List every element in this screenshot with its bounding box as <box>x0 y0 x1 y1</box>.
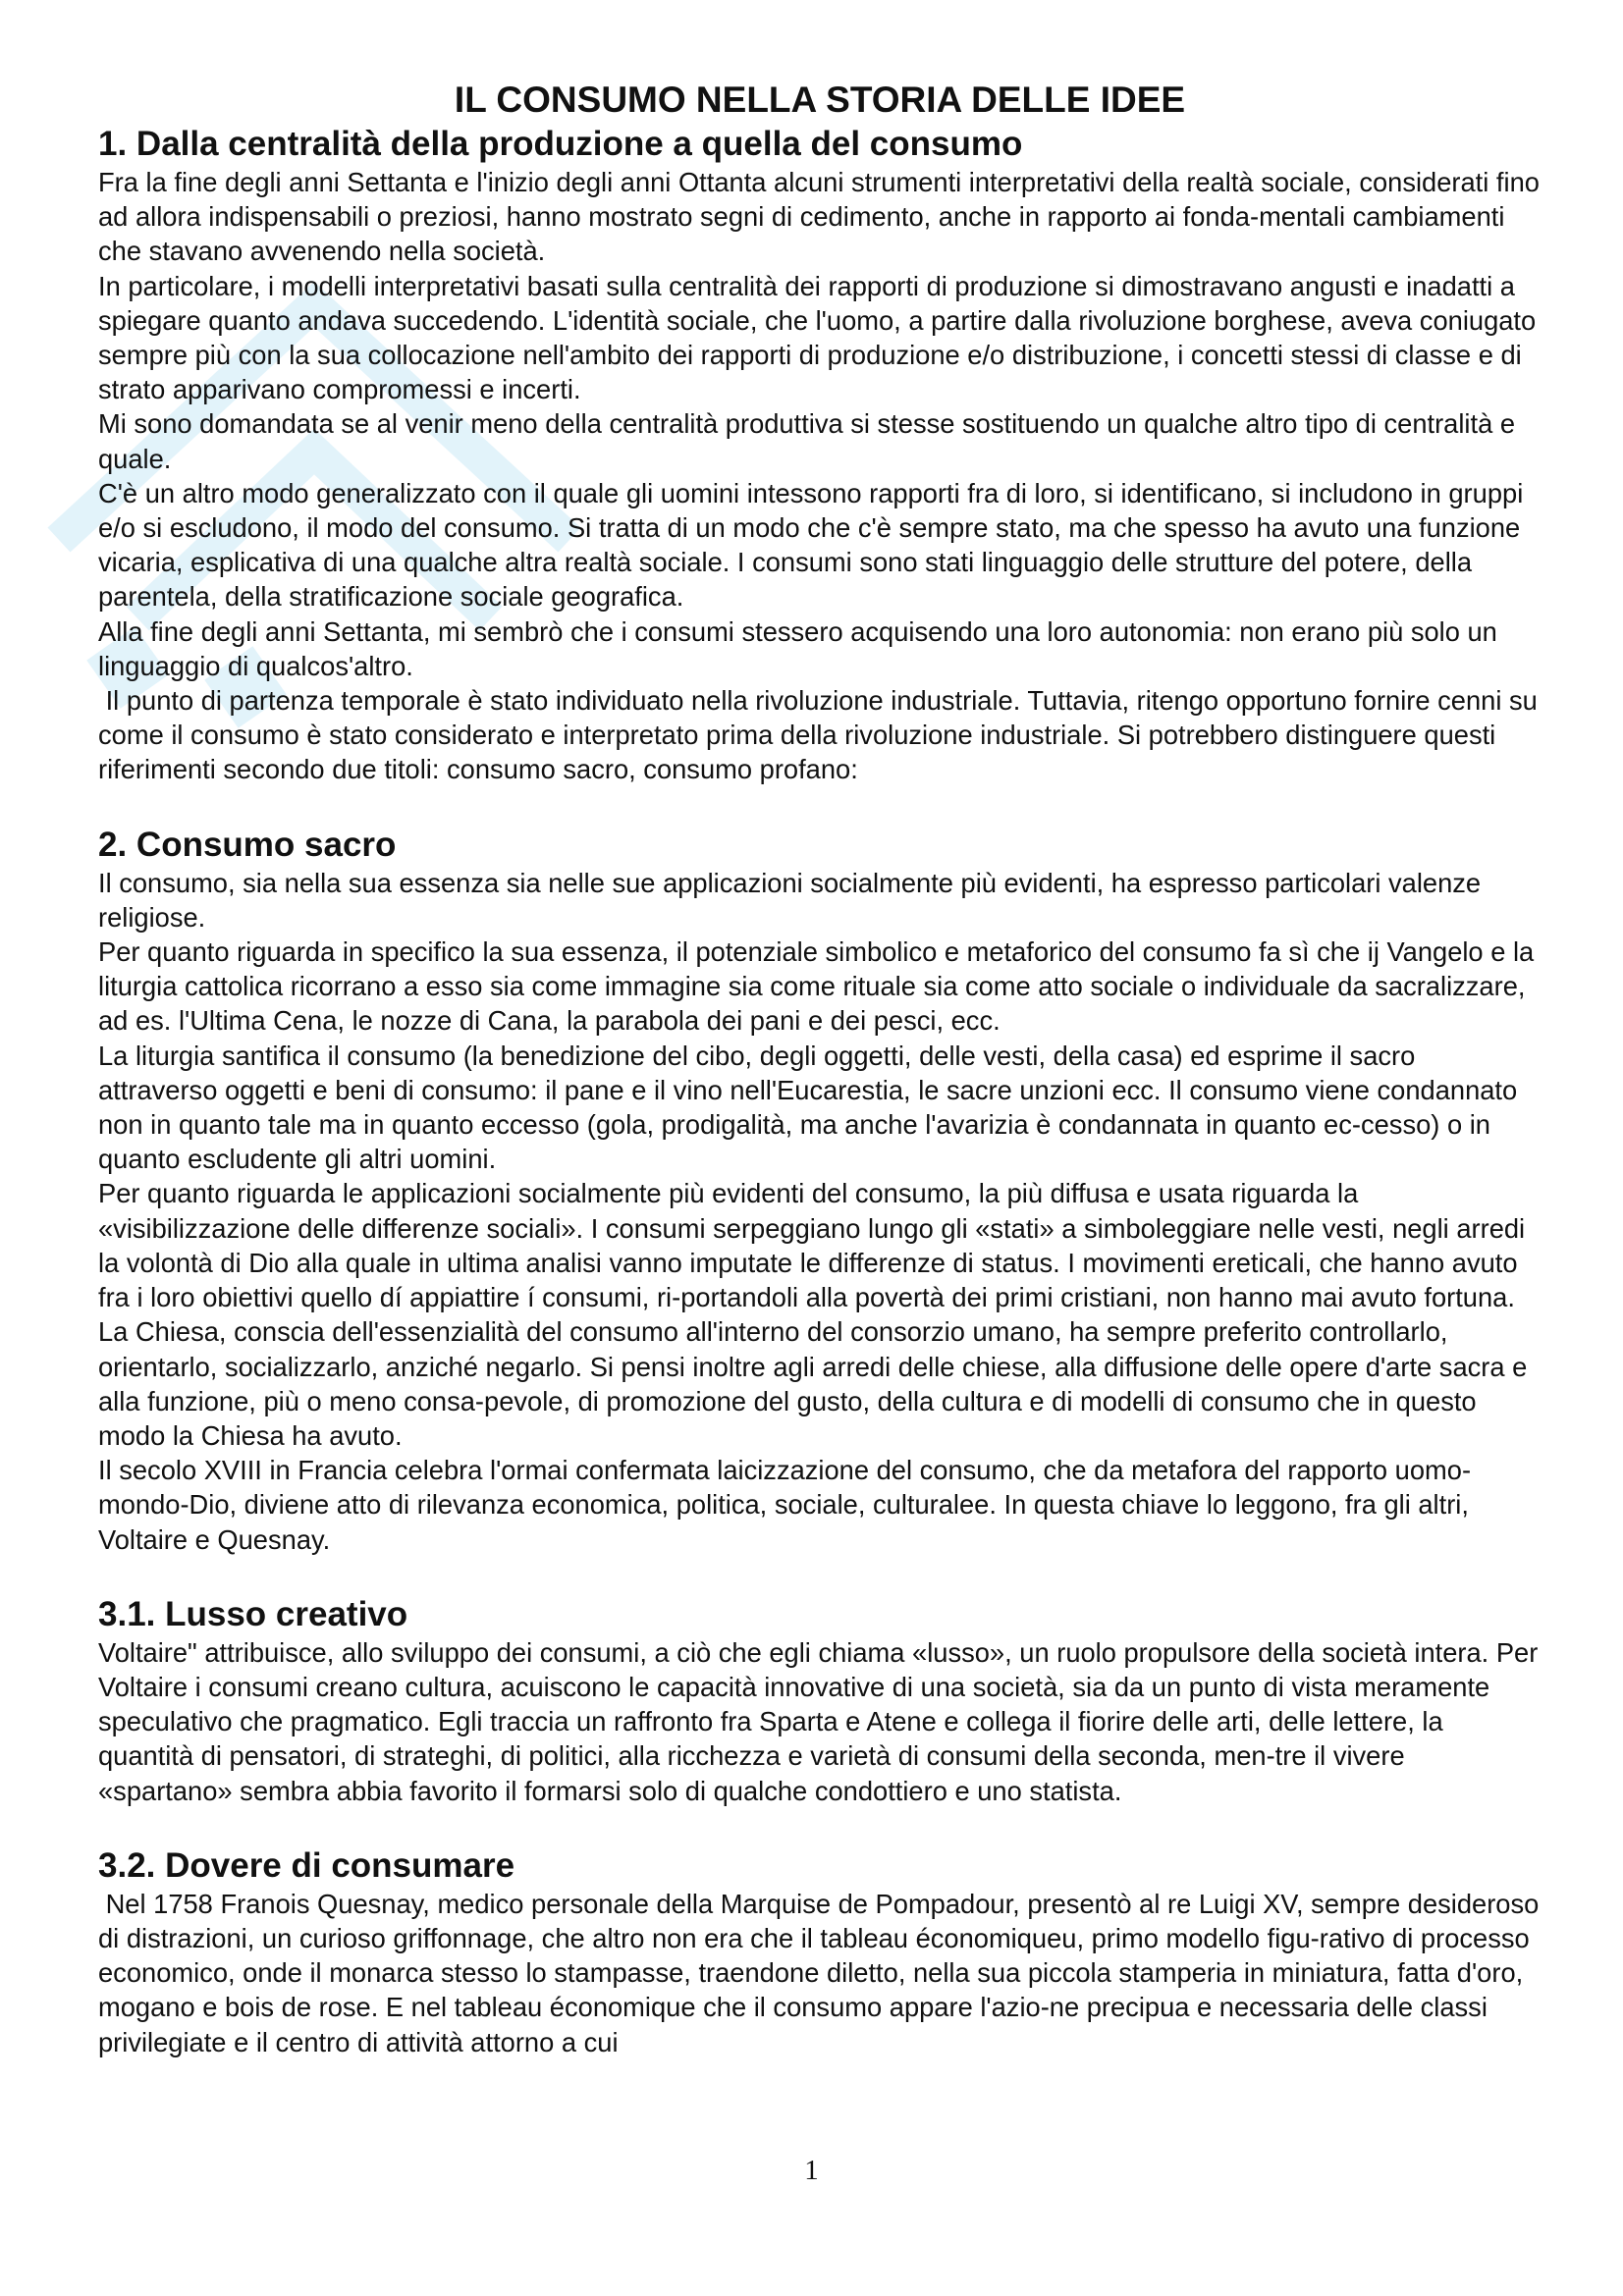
paragraph: Mi sono domandata se al venir meno della centralità produttiva si stesse sostituendo un qualche altro tipo di centralità e quale. <box>98 408 1523 474</box>
paragraph: Fra la fine degli anni Settanta e l'inizio degli anni Ottanta alcuni strumenti interpretativi della realtà sociale, considerati fino ad allora indispensabili o preziosi, hanno mostrato segni di cedimento, anche in rapporto ai fonda-mentali cambiamenti che stavano avvenendo nella società. <box>98 167 1547 267</box>
paragraph: Il consumo, sia nella sua essenza sia nelle sue applicazioni socialmente più evidenti, ha espresso particolari valenze religiose. <box>98 867 1488 933</box>
paragraph: Il punto di partenza temporale è stato individuato nella rivoluzione industriale. Tuttavia, ritengo opportuno fornire cenni su come il consumo è stato considerato e interpretato prima della rivoluzione industriale. Si potrebbero distinguere questi riferimenti secondo due titoli: consumo sacro, consumo profano: <box>98 685 1545 785</box>
section-consumo-sacro <box>98 825 1542 1557</box>
section-heading: 2. Consumo sacro <box>98 825 397 864</box>
paragraph: C'è un altro modo generalizzato con il quale gli uomini intessono rapporti fra di loro, si identificano, si includono in gruppi e/o si escludono, il modo del consumo. Si tratta di un modo che c'è sempre stato, ma che spesso ha avuto una funzione vicaria, esplicativa di una qualche altra realtà sociale. I consumi sono stati linguaggio delle strutture del potere, della parentela, della stratificazione sociale geografica. <box>98 477 1531 613</box>
paragraph: In particolare, i modelli interpretativi basati sulla centralità dei rapporti di produzione si dimostravano angusti e inadatti a spiegare quanto andava succedendo. L'identità sociale, che l'uomo, a partire dalla rivoluzione borghese, aveva coniugato sempre più con la sua collocazione nell'ambito dei rapporti di produzione e/o distribuzione, i concetti stessi di classe e di strato apparivano compromessi e incerti. <box>98 270 1543 405</box>
paragraph: Il secolo XVIII in Francia celebra l'ormai confermata laicizzazione del consumo, che da metafora del rapporto uomo-mondo-Dio, diviene atto di rilevanza economica, politica, sociale, culturalee. In questa chiave lo leggono, fra gli altri, Voltaire e Quesnay. <box>98 1455 1477 1555</box>
section-dovere-consumare <box>98 1845 1546 2059</box>
paragraph: La liturgia santifica il consumo (la benedizione del cibo, degli oggetti, delle vesti, della casa) ed esprime il sacro attraverso oggetti e beni di consumo: il pane e il vino nell'Eucarestia, le sacre unzioni ecc. Il consumo viene condannato non in quanto tale ma in quanto eccesso (gola, prodigalità, ma anche l'avarizia è condannata in quanto ec-cesso) o in quanto escludente gli altri uomini. <box>98 1040 1525 1175</box>
page-number: 1 <box>804 2155 819 2186</box>
paragraph: Nel 1758 Franois Quesnay, medico personale della Marquise de Pompadour, presentò al re Luigi XV, sempre desideroso di distrazioni, un curioso griffonnage, che altro non era che il tableau économiqueu, primo modello figu-rativo di processo economico, onde il monarca stesso lo stampasse, traendone diletto, nella sua piccola stamperia in miniatura, fatta d'oro, mogano e bois de rose. E nel tableau économique che il consumo appare l'azio-ne precipua e necessaria delle classi privilegiate e il centro di attività attorno a cui <box>98 1888 1546 2057</box>
paragraph: Voltaire" attribuisce, allo sviluppo dei consumi, a ciò che egli chiama «lusso», un ruolo propulsore della società intera. Per Voltaire i consumi creano cultura, acuiscono le capacità innovative di una società, sia da un punto di vista meramente speculativo che pragmatico. Egli traccia un raffronto fra Sparta e Atene e collega il fiorire delle arti, delle lettere, la quantità di pensatori, di strateghi, di politici, alla ricchezza e varietà di consumi della seconda, men-tre il vivere «spartano» sembra abbia favorito il formarsi solo di qualche condottiero e uno statista. <box>98 1636 1545 1806</box>
section-heading: 3.1. Lusso creativo <box>98 1594 408 1633</box>
document-page <box>98 77 1547 2059</box>
paragraph: Per quanto riguarda le applicazioni socialmente più evidenti del consumo, la più diffusa e usata riguarda la «visibilizzazione delle differenze sociali». I consumi serpeggiano lungo gli «stati» a simboleggiare nelle vesti, negli arredi la volontà di Dio alla quale in ultima analisi vanno imputate le differenze di status. I movimenti ereticali, che hanno avuto fra i loro obiettivi quello dí appiattire í consumi, ri-portandoli alla povertà dei primi cristiani, non hanno mai avuto fortuna. La Chiesa, conscia dell'essenzialità del consumo all'interno del consorzio umano, ha sempre preferito controllarlo, orientarlo, socializzarlo, anziché negarlo. Si pensi inoltre agli arredi delle chiese, alla diffusione delle opere d'arte sacra e alla funzione, più o meno consa-pevole, di promozione del gusto, della cultura e di modelli di consumo che in questo modo la Chiesa ha avuto. <box>98 1178 1535 1451</box>
section-lusso-creativo <box>98 1594 1545 1808</box>
section-heading: 3.2. Dovere di consumare <box>98 1845 515 1885</box>
paragraph: Alla fine degli anni Settanta, mi sembrò che i consumi stessero acquisendo una loro autonomia: non erano più solo un linguaggio di qualcos'altro. <box>98 615 1505 681</box>
section-heading: 1. Dalla centralità della produzione a quella del consumo <box>98 125 1023 163</box>
paragraph: Per quanto riguarda in specifico la sua essenza, il potenziale simbolico e metaforico del consumo fa sì che ij Vangelo e la liturgia cattolica ricorrano a esso sia come immagine sia come rituale sia come atto sociale o individuale da sacralizzare, ad es. l'Ultima Cena, le nozze di Cana, la parabola dei pani e dei pesci, ecc. <box>98 936 1542 1037</box>
section-produzione-consumo <box>98 124 1547 787</box>
document-title: IL CONSUMO NELLA STORIA DELLE IDEE <box>454 80 1186 120</box>
